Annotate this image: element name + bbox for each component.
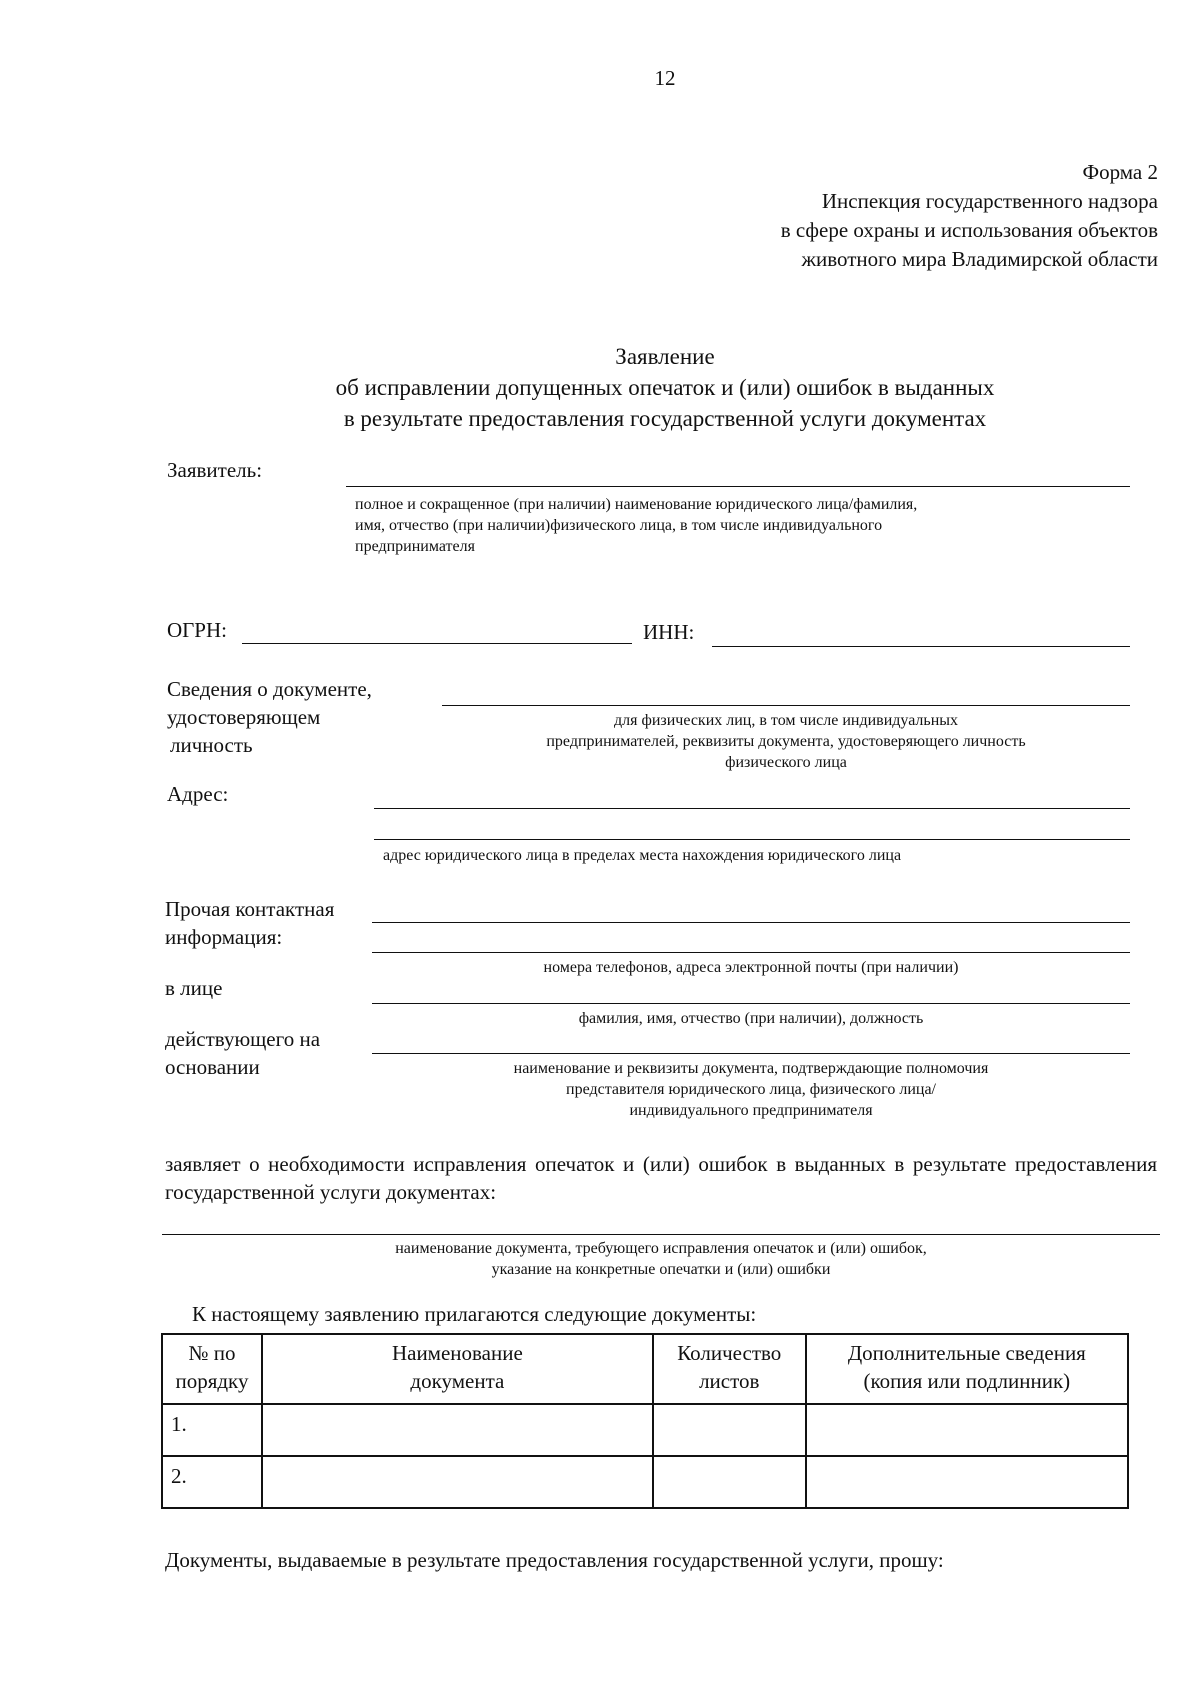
basis-label: действующего на основании [165,1027,321,1079]
inn-label: ИНН: [643,620,695,644]
id-document-label: Сведения о документе, удостоверяющем личность [167,677,372,757]
ogrn-field[interactable] [242,643,632,644]
attachments-intro: К настоящему заявлению прилагаются следующие документы: [192,1302,757,1326]
person-field[interactable] [372,1003,1130,1004]
title-line: Заявление [615,344,715,369]
column-header-name: Наименование документа [262,1334,653,1404]
person-hint: фамилия, имя, отчество (при наличии), должность [578,1010,924,1027]
contact-hint: номера телефонов, адреса электронной почты (при наличии) [543,959,959,976]
table-row [162,1404,1128,1456]
id-document-field[interactable] [442,705,1130,706]
header-line: в сфере охраны и использования объектов [780,218,1158,242]
document-title [0,341,1200,434]
sheet-count-cell[interactable] [653,1404,806,1456]
column-header-extra: Дополнительные сведения (копия или подлинник) [806,1334,1128,1404]
extra-info-cell[interactable] [806,1456,1128,1508]
applicant-hint: полное и сокращенное (при наличии) наименование юридического лица/фамилия, имя, отчество (при наличии)физического лица, в том числе индивидуального предпринимателя [355,496,918,555]
form-header [781,158,1158,274]
contact-field-line-2[interactable] [372,952,1130,953]
inn-field[interactable] [712,646,1130,647]
header-line: Инспекция государственного надзора [821,189,1158,213]
id-document-hint: для физических лиц, в том числе индивидуальных предпринимателей, реквизиты документа, удостоверяющего личность физического лица [546,712,1026,771]
address-label: Адрес: [167,782,229,806]
contact-field-line-1[interactable] [372,922,1130,923]
address-hint: адрес юридического лица в пределах места нахождения юридического лица [383,847,902,864]
table-header-row [162,1334,1128,1404]
statement-text: заявляет о необходимости исправления опечаток и (или) ошибок в выданных в результате предоставления государственной услуги документах: [165,1152,1157,1204]
row-number-cell: 1. [162,1404,262,1456]
form-label: Форма 2 [1082,160,1158,184]
document-name-cell[interactable] [262,1404,653,1456]
attachments-table [161,1333,1129,1509]
ogrn-label: ОГРН: [167,618,227,642]
header-line: животного мира Владимирской области [801,247,1158,271]
row-number-cell: 2. [162,1456,262,1508]
sheet-count-cell[interactable] [653,1456,806,1508]
statement-field[interactable] [162,1234,1160,1235]
closing-text: Документы, выдаваемые в результате предоставления государственной услуги, прошу: [165,1548,944,1572]
contact-label: Прочая контактная информация: [165,897,335,949]
address-field-line-1[interactable] [374,808,1130,809]
basis-field[interactable] [372,1053,1130,1054]
address-field-line-2[interactable] [374,839,1130,840]
person-label: в лице [165,976,223,1000]
extra-info-cell[interactable] [806,1404,1128,1456]
applicant-field[interactable] [346,486,1130,487]
page-number: 12 [654,66,676,90]
basis-hint: наименование и реквизиты документа, подтверждающие полномочия представителя юридического лица, физического лица/ индивидуального предпринимателя [513,1060,989,1119]
title-line: в результате предоставления государственной услуги документах [343,406,987,431]
title-line: об исправлении допущенных опечаток и (или) ошибок в выданных [335,375,995,400]
applicant-label: Заявитель: [167,458,263,482]
table-row [162,1456,1128,1508]
statement-hint: наименование документа, требующего исправления опечаток и (или) ошибок, указание на конкретные опечатки и (или) ошибки [395,1240,927,1278]
document-name-cell[interactable] [262,1456,653,1508]
column-header-number: № по порядку [162,1334,262,1404]
column-header-count: Количество листов [653,1334,806,1404]
